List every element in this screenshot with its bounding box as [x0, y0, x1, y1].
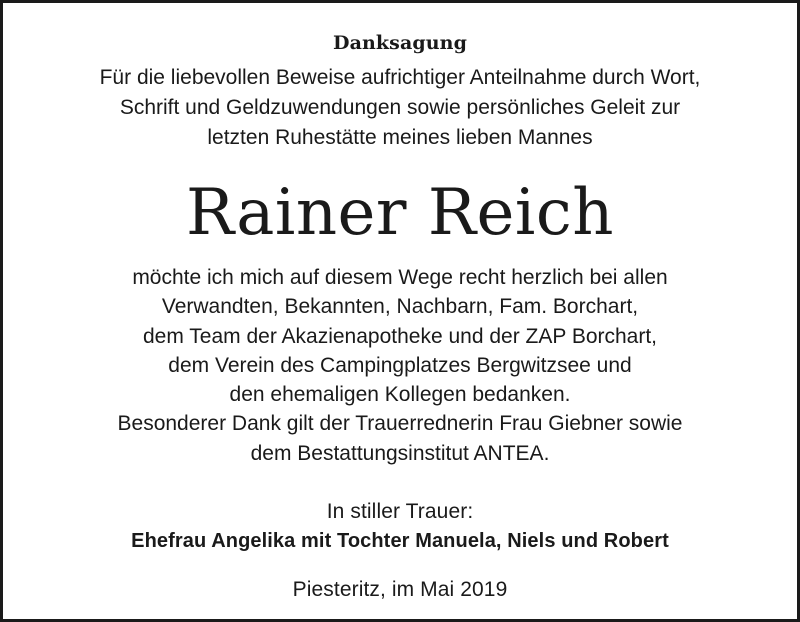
intro-line: Schrift und Geldzuwendungen sowie persönliches Geleit zur [119, 96, 681, 119]
notice-heading: Danksagung [333, 32, 467, 54]
intro-line: Für die liebevollen Beweise aufrichtiger Anteilnahme durch Wort, [99, 66, 701, 89]
thanks-line: dem Bestattungsinstitut ANTEA. [250, 441, 550, 465]
thanks-line: den ehemaligen Kollegen bedanken. [229, 383, 571, 407]
thanks-line: möchte ich mich auf diesem Wege recht herzlich bei allen [132, 266, 668, 289]
mourners-names: Ehefrau Angelika mit Tochter Manuela, Niels und Robert [131, 530, 669, 552]
mourning-label: In stiller Trauer: [326, 500, 474, 523]
intro-line: letzten Ruhestätte meines lieben Mannes [207, 126, 593, 149]
intro-text [3, 63, 797, 153]
deceased-name: Rainer Reich [186, 176, 614, 250]
thanks-line: dem Verein des Campingplatzes Bergwitzsee und [168, 353, 632, 377]
thanks-line: Verwandten, Bekannten, Nachbarn, Fam. Borchart, [161, 295, 639, 319]
thanks-text [3, 263, 797, 468]
thanks-line: Besonderer Dank gilt der Trauerrednerin Frau Giebner sowie [117, 412, 683, 436]
thanks-line: dem Team der Akazienapotheke und der ZAP Borchart, [142, 324, 658, 348]
place-date: Piesteritz, im Mai 2019 [292, 578, 508, 601]
